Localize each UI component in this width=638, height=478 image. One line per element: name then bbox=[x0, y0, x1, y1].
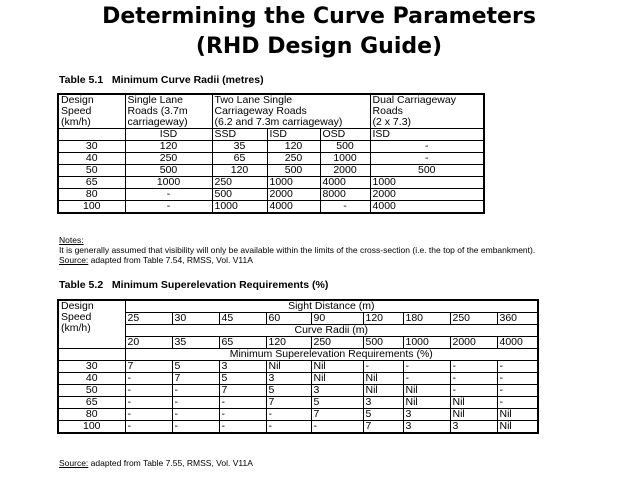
curve-radii-table bbox=[57, 93, 485, 214]
table-row: 65 - - - 7 5 3 Nil Nil - bbox=[58, 397, 538, 409]
sight-distance-row: 25 30 45 60 90 120 180 250 360 bbox=[58, 313, 538, 325]
table-row: 30 7 5 3 Nil Nil - - - - bbox=[58, 361, 538, 373]
subheader-isd: ISD bbox=[370, 129, 484, 141]
table-row: 50 500 120 500 2000 500 bbox=[58, 165, 484, 177]
table-subheader-row bbox=[58, 129, 484, 141]
subheader-ssd: SSD bbox=[212, 129, 267, 141]
table-row: 40 250 65 250 1000 - bbox=[58, 153, 484, 165]
superelevation-table bbox=[57, 299, 539, 434]
curve-radii-row: 20 35 65 120 250 500 1000 2000 4000 bbox=[58, 337, 538, 349]
table1-notes bbox=[59, 235, 535, 265]
notes-text: It is generally assumed that visibility will only be available within the limits of the cross-section (i.e. the top of the embankment). bbox=[59, 245, 536, 255]
table-row: 65 1000 250 1000 4000 1000 bbox=[58, 177, 484, 189]
header-two-lane: Two Lane Single Carriageway Roads (6.2 and 7.3m carriageway) bbox=[212, 94, 370, 129]
table-row: 50 - - 7 5 3 Nil Nil - - bbox=[58, 385, 538, 397]
header-requirements: Minimum Superelevation Requirements (%) bbox=[125, 349, 538, 361]
header-design-speed: Design Speed (km/h) bbox=[58, 94, 125, 129]
curve-radii-header-row bbox=[58, 325, 538, 337]
subheader-isd: ISD bbox=[267, 129, 320, 141]
table1-caption: Table 5.1 Minimum Curve Radii (metres) bbox=[59, 74, 264, 86]
header-sight-distance: Sight Distance (m) bbox=[125, 300, 538, 313]
table-row: 100 - 1000 4000 - 4000 bbox=[58, 201, 484, 214]
page-title: Determining the Curve Parameters bbox=[102, 4, 536, 29]
table2-source: Source: adapted from Table 7.55, RMSS, Vol. V11A bbox=[59, 458, 253, 468]
table-header-row bbox=[58, 94, 484, 129]
header-curve-radii: Curve Radii (m) bbox=[125, 325, 538, 337]
table-row: 40 - 7 5 3 Nil Nil - - - bbox=[58, 373, 538, 385]
requirements-header-row bbox=[58, 349, 538, 361]
table-row: 100 - - - - - 7 3 3 Nil bbox=[58, 421, 538, 434]
notes-label: Notes: bbox=[59, 235, 84, 245]
table1-source: Source: adapted from Table 7.54, RMSS, Vol. V11A bbox=[59, 255, 253, 265]
header-dual-carriageway: Dual Carriageway Roads (2 x 7.3) bbox=[370, 94, 484, 129]
table-row: 80 - 500 2000 8000 2000 bbox=[58, 189, 484, 201]
table2-caption: Table 5.2 Minimum Superelevation Requirements (%) bbox=[59, 279, 329, 291]
subheader-isd: ISD bbox=[125, 129, 212, 141]
header-design-speed: Design Speed (km/h) bbox=[58, 300, 125, 349]
header-single-lane: Single Lane Roads (3.7m carriageway) bbox=[125, 94, 212, 129]
table-row: 30 120 35 120 500 - bbox=[58, 141, 484, 153]
subheader-osd: OSD bbox=[320, 129, 370, 141]
table-row: 80 - - - - 7 5 3 Nil Nil bbox=[58, 409, 538, 421]
table-header-row bbox=[58, 300, 538, 313]
page-subtitle: (RHD Design Guide) bbox=[195, 34, 443, 59]
